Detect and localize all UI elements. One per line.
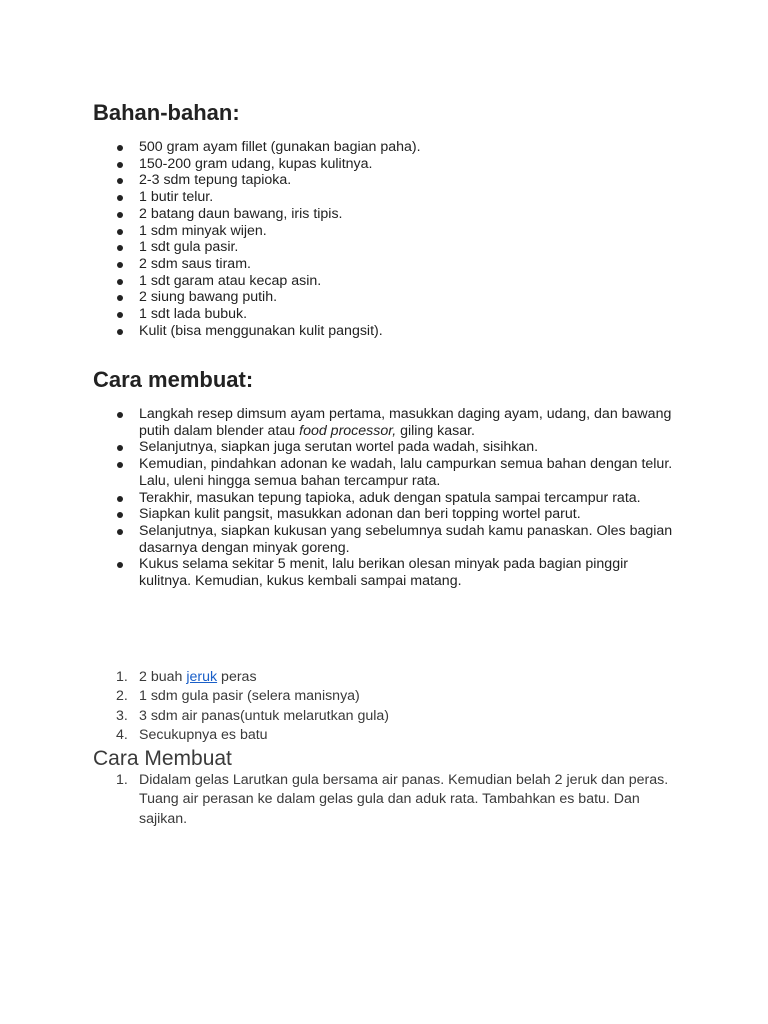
list-item: Kukus selama sekitar 5 menit, lalu berikan olesan minyak pada bagian pinggir kulitnya. Kemudian, kukus kembali sampai matang. bbox=[93, 556, 679, 589]
list-item bbox=[93, 771, 679, 829]
bahan-heading: Bahan-bahan: bbox=[93, 100, 240, 125]
cara-membuat-juice-list bbox=[93, 771, 679, 829]
item-text: 2 buah bbox=[139, 669, 187, 685]
list-number: 4. bbox=[116, 726, 128, 743]
list-item: 1 sdt lada bubuk. bbox=[93, 306, 679, 323]
list-item: 2-3 sdm tepung tapioka. bbox=[93, 172, 679, 189]
list-item: Kemudian, pindahkan adonan ke wadah, lalu campurkan semua bahan dengan telur. Lalu, uleni hingga semua bahan tercampur rata. bbox=[93, 456, 679, 489]
list-item bbox=[93, 707, 389, 726]
jeruk-link[interactable]: jeruk bbox=[186, 669, 218, 685]
step-text: Didalam gelas Larutkan gula bersama air panas. Kemudian belah 2 jeruk dan peras. Tuang air perasan ke dalam gelas gula dan aduk rata. Tambahkan es batu. Dan sajikan. bbox=[139, 772, 669, 827]
list-number: 2. bbox=[116, 688, 128, 705]
list-number: 1. bbox=[116, 772, 128, 788]
list-item bbox=[93, 406, 679, 439]
step-text: Langkah resep dimsum ayam pertama, masukkan daging ayam, udang, dan bawang putih dalam blender atau bbox=[139, 406, 672, 439]
list-item: 150-200 gram udang, kupas kulitnya. bbox=[93, 156, 679, 173]
item-text: 1 sdm gula pasir (selera manisnya) bbox=[139, 688, 360, 705]
list-item bbox=[93, 726, 389, 745]
list-item: 1 butir telur. bbox=[93, 189, 679, 206]
list-item: 1 sdt garam atau kecap asin. bbox=[93, 273, 679, 290]
item-text: peras bbox=[217, 669, 257, 685]
cara-membuat-juice-heading: Cara Membuat bbox=[93, 747, 232, 770]
list-item: Kulit (bisa menggunakan kulit pangsit). bbox=[93, 323, 679, 340]
item-text: Secukupnya es batu bbox=[139, 726, 268, 743]
cara-membuat-list bbox=[93, 406, 679, 590]
step-text: giling kasar. bbox=[396, 422, 476, 439]
list-item: 2 batang daun bawang, iris tipis. bbox=[93, 206, 679, 223]
list-item: Selanjutnya, siapkan kukusan yang sebelumnya sudah kamu panaskan. Oles bagian dasarnya dengan minyak goreng. bbox=[93, 523, 679, 556]
juice-ingredient-list bbox=[93, 668, 389, 745]
list-item: 500 gram ayam fillet (gunakan bagian paha). bbox=[93, 139, 679, 156]
list-item: Siapkan kulit pangsit, masukkan adonan dan beri topping wortel parut. bbox=[93, 506, 679, 523]
step-italic-text: food processor, bbox=[299, 422, 397, 439]
list-item bbox=[93, 668, 389, 687]
list-item: 2 sdm saus tiram. bbox=[93, 256, 679, 273]
list-item: 1 sdt gula pasir. bbox=[93, 239, 679, 256]
list-item bbox=[93, 687, 389, 706]
bahan-list bbox=[93, 139, 679, 339]
cara-membuat-heading: Cara membuat: bbox=[93, 367, 254, 392]
list-item: 1 sdm minyak wijen. bbox=[93, 223, 679, 240]
list-item: Selanjutnya, siapkan juga serutan wortel pada wadah, sisihkan. bbox=[93, 439, 679, 456]
list-number: 3. bbox=[116, 707, 128, 724]
list-item: Terakhir, masukan tepung tapioka, aduk dengan spatula sampai tercampur rata. bbox=[93, 490, 679, 507]
list-item: 2 siung bawang putih. bbox=[93, 289, 679, 306]
list-number: 1. bbox=[116, 669, 128, 685]
item-text: 3 sdm air panas(untuk melarutkan gula) bbox=[139, 707, 389, 724]
